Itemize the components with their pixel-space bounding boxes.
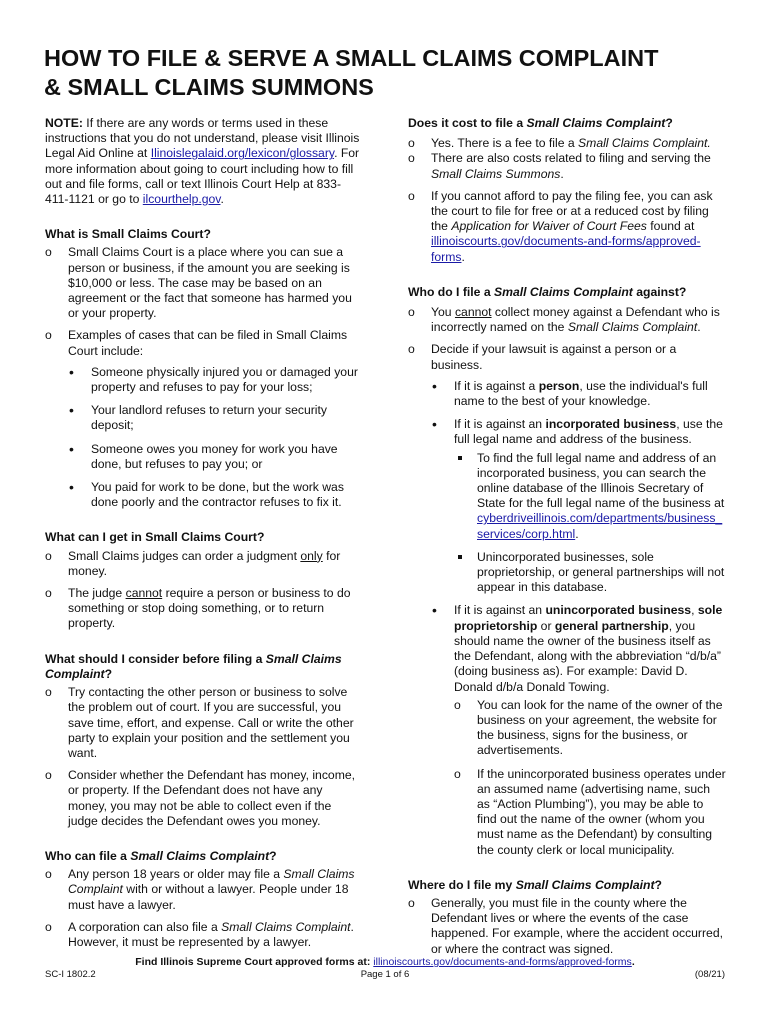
cost-list <box>408 136 726 265</box>
list-item: o Generally, you must file in the county where the Defendant lives or where the events of the case happened. For example, where the accident occurred, or where the contract was signed. <box>408 896 726 957</box>
section-heading-where: Where do I file my Small Claims Complaint? <box>408 877 662 892</box>
list-item: o Examples of cases that can be filed in Small Claims Court include: • Someone physically injured you or damaged your property and refuses to pay for your loss; • Your landlord refuses to return your security deposit; • Someone owes you money for work you have done, but refuses to pay you; or • You paid for work to be done, but the work was done poorly and the contractor refuses to fix it. <box>45 328 363 510</box>
list-item: • If it is against an unincorporated business, sole proprietorship or general partnership, you should name the owner of the business itself as the Defendant, along with the abbreviation “d/b/a” (doing business as). For example: David D. Donald d/b/a Donald Towing. o You can look for the name of the owner of the business on your agreement, the website for the business, signs for the business, or advertisements. o If the unincorporated business operates under an assumed name (advertising name, such as “Action Plumbing”), you may be able to find out the name of the owner (whom you must name as the Defendant) by consulting the county clerk or local municipality. <box>431 603 726 857</box>
section-heading-cost: Does it cost to file a Small Claims Complaint? <box>408 116 673 130</box>
cyberdrive-link[interactable]: cyberdriveillinois.com/departments/business_services/corp.html <box>477 511 723 541</box>
list-item: o A corporation can also file a Small Claims Complaint. However, it must be represented by a lawyer. <box>45 920 363 950</box>
defendant-type-list <box>431 379 726 858</box>
consider-list <box>45 685 363 829</box>
list-item: o If the unincorporated business operates under an assumed name (advertising name, such as “Action Plumbing”), you may be able to find out the name of the owner (whom you must name as the Defendant) by consulting the county clerk or local municipality. <box>454 767 726 858</box>
left-column <box>45 116 363 950</box>
list-item: Unincorporated businesses, sole proprietorship, or general partnerships will not appear in this database. <box>454 550 726 596</box>
glossary-link[interactable]: Ilinoislegalaid.org/lexicon/glossary <box>150 146 335 161</box>
section-heading-who-file: Who can file a Small Claims Complaint? <box>45 848 277 863</box>
form-id: SC-I 1802.2 <box>45 969 96 980</box>
list-item: o Consider whether the Defendant has money, income, or property. If the Defendant does not have any money, you may not be able to collect even if the judge decides the Defendant owes you money. <box>45 768 363 829</box>
section-heading-what-is: What is Small Claims Court? <box>45 227 211 242</box>
list-item: o If you cannot afford to pay the filing fee, you can ask the court to file for free or at a reduced cost by filing the Application for Waiver of Court Fees found at illinoiscourts.gov/documents-and-forms/approved-forms. <box>408 189 726 265</box>
section-heading-consider: What should I consider before filing a Small Claims Complaint? <box>45 651 342 681</box>
list-item: o You cannot collect money against a Defendant who is incorrectly named on the Small Claims Complaint. <box>408 305 726 335</box>
list-item: o You can look for the name of the owner of the business on your agreement, the website for the business, signs for the business, or advertisements. <box>454 698 726 759</box>
list-item: • Someone owes you money for work you have done, but refuses to pay you; or <box>68 442 363 472</box>
section-heading-what-get: What can I get in Small Claims Court? <box>45 530 265 545</box>
incorporated-sublist <box>454 451 726 596</box>
list-item: o There are also costs related to filing and serving the Small Claims Summons. <box>408 151 726 181</box>
who-file-list <box>45 867 363 950</box>
list-item: o Try contacting the other person or business to solve the problem out of court. If you are successful, you save time, effort, and expense. Call or write the other party to explain your position and the settlement you want. <box>45 685 363 761</box>
list-item: • You paid for work to be done, but the work was done poorly and the contractor refuses to fix it. <box>68 480 363 510</box>
examples-list <box>68 365 363 511</box>
section-heading-against: Who do I file a Small Claims Complaint against? <box>408 284 687 299</box>
list-item: o Decide if your lawsuit is against a person or a business. • If it is against a person, use the individual's full name to the best of your knowledge. • If it is against an incorporated business, use the full legal name and address of the business. To find the full legal name and address of an incorporated business, you can search the online database of the Illinois Secretary of State for the full legal name of the business at cyberdriveillinois.com/departments/business_services/corp.html. Unincorporated businesses, sole proprietorship, or general partnerships will not appear in this database. • If it is against an unincorporated business, sole proprietorship or general partnership, you should name the owner of the business itself as the Defendant, along with the abbreviation “d/b/a” (doing business as). For example: David D. Donald d/b/a Donald Towing. o You can look for the name of the owner of the business on your agreement, the website for the business, signs for the business, or advertisements. o If the unincorporated business operates under an assumed name (advertising name, such as “Action Plumbing”), you may be able to find out the name of the owner (whom you must name as the Defendant) by consulting the county clerk or local municipality. <box>408 342 726 857</box>
list-item: o Any person 18 years or older may file a Small Claims Complaint with or without a lawyer. People under 18 must have a lawyer. <box>45 867 363 913</box>
unincorporated-sublist <box>454 698 726 858</box>
page-number: Page 1 of 6 <box>360 969 410 980</box>
where-list <box>408 896 726 957</box>
list-item: • If it is against an incorporated business, use the full legal name and address of the business. To find the full legal name and address of an incorporated business, you can search the online database of the Illinois Secretary of State for the full legal name of the business at cyberdriveillinois.com/departments/business_services/corp.html. Unincorporated businesses, sole proprietorship, or general partnerships will not appear in this database. <box>431 417 726 595</box>
list-item: o The judge cannot require a person or business to do something or stop doing something, or to return property. <box>45 586 363 632</box>
revision-date: (08/21) <box>694 969 725 980</box>
list-item: o Yes. There is a fee to file a Small Claims Complaint. <box>408 136 726 151</box>
footer-forms-note: Find Illinois Supreme Court approved forms at: illinoiscourts.gov/documents-and-forms/approved-forms. <box>135 956 635 968</box>
list-item: To find the full legal name and address of an incorporated business, you can search the online database of the Illinois Secretary of State for the full legal name of the business at cyberdriveillinois.com/departments/business_services/corp.html. <box>454 451 726 542</box>
ilcourthelp-link[interactable]: ilcourthelp.gov <box>142 192 221 207</box>
against-list <box>408 305 726 858</box>
what-is-list <box>45 245 363 510</box>
what-get-list <box>45 549 363 632</box>
list-item: o Small Claims Court is a place where you can sue a person or business, if the amount you are seeking is $10,000 or less. The case may be based on an agreement or the fact that someone has harmed you or your property. <box>45 245 363 321</box>
approved-forms-link[interactable]: illinoiscourts.gov/documents-and-forms/approved-forms <box>431 234 701 264</box>
list-item: • If it is against a person, use the individual's full name to the best of your knowledge. <box>431 379 726 409</box>
list-item: • Your landlord refuses to return your security deposit; <box>68 403 363 433</box>
note-paragraph: NOTE: If there are any words or terms used in these instructions that you do not understand, please visit Illinois Legal Aid Online at Ilinoislegalaid.org/lexicon/glossary. For more information about going to court including how to fill out and file forms, call or text Illinois Court Help at 833-411-1121 or go to ilcourthelp.gov. <box>45 116 360 207</box>
page-title: HOW TO FILE & SERVE A SMALL CLAIMS COMPLAINT & SMALL CLAIMS SUMMONS <box>44 45 659 100</box>
footer-approved-forms-link[interactable]: illinoiscourts.gov/documents-and-forms/approved-forms <box>373 956 632 968</box>
right-column <box>408 116 726 957</box>
list-item: o Small Claims judges can order a judgment only for money. <box>45 549 363 579</box>
list-item: • Someone physically injured you or damaged your property and refuses to pay for your loss; <box>68 365 363 395</box>
